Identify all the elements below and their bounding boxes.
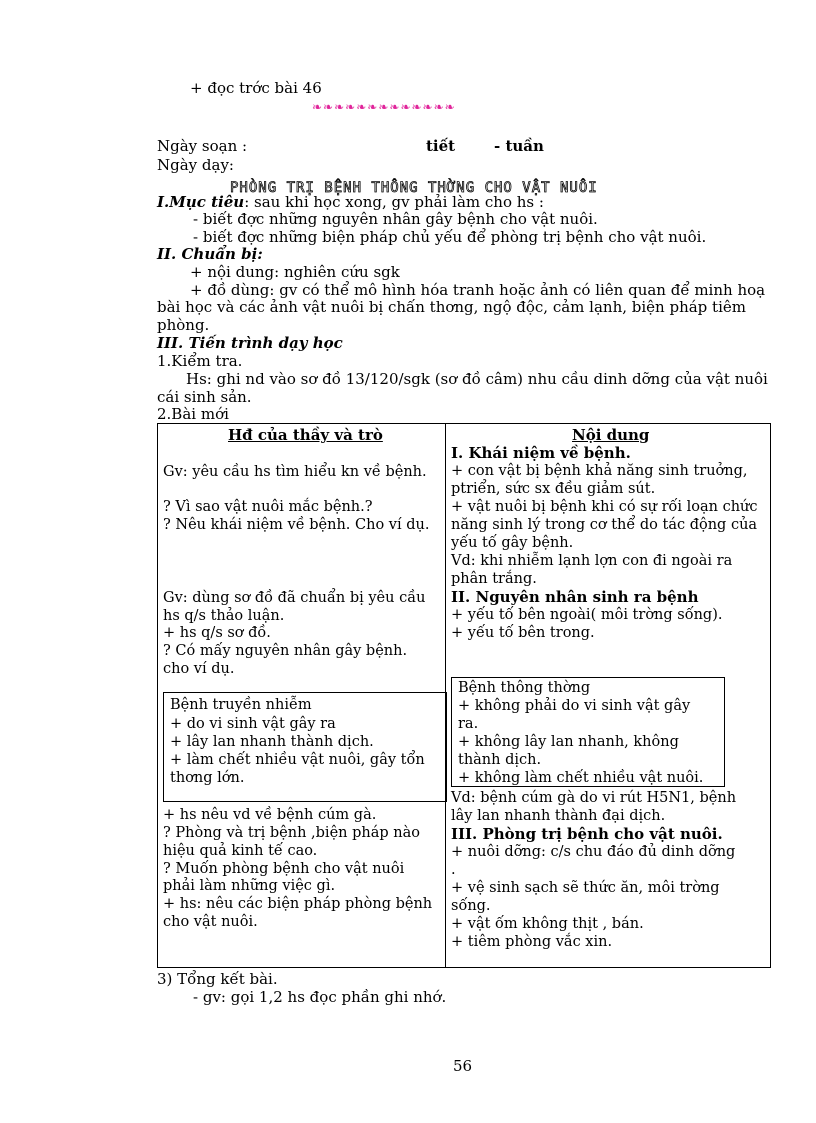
content-line: + vệ sinh sạch sẽ thức ăn, môi trờng xyxy=(451,880,720,896)
teacher-activity-line: Gv: dùng sơ đồ đã chuẩn bị yêu cầu xyxy=(163,590,426,606)
right-column-header: Nội dung xyxy=(572,426,650,444)
content-line: yếu tố gây bệnh. xyxy=(451,535,574,551)
content-line: năng sinh lý trong cơ thể do tác động của xyxy=(451,517,758,533)
teacher-activity-line: + hs nêu vd về bệnh cúm gà. xyxy=(163,807,377,823)
lesson-title: PHÒNG TRỊ BỆNH THÔNG THỜNG CHO VẬT NUÔI xyxy=(230,180,598,196)
teacher-activity-line: Gv: yêu cầu hs tìm hiểu kn về bệnh. xyxy=(163,464,427,480)
page-number: 56 xyxy=(453,1057,473,1075)
teacher-activity-line: ? Có mấy nguyên nhân gây bệnh. xyxy=(163,643,408,659)
objective-item: - biết đợc những biện pháp chủ yếu để phòng trị bệnh cho vật nuôi. xyxy=(193,228,707,246)
content-line: . xyxy=(451,862,456,878)
objectives-heading: I.Mục tiêu xyxy=(157,193,245,211)
teacher-activity-line: cho ví dụ. xyxy=(163,661,235,677)
content-line: sống. xyxy=(451,898,491,914)
teacher-activity-line: phải làm những việc gì. xyxy=(163,878,336,894)
ngay-soan-label: Ngày soạn : xyxy=(157,137,248,155)
section-3-heading: III. Phòng trị bệnh cho vật nuôi. xyxy=(451,825,723,843)
prep-tools-line: + đồ dùng: gv có thể mô hình hóa tranh hoặc ảnh có liên quan để minh hoạ xyxy=(190,281,766,299)
ngay-day-label: Ngày dạy: xyxy=(157,156,234,174)
summary-heading: 3) Tổng kết bài. xyxy=(157,970,278,988)
objective-item: - biết đợc những nguyên nhân gây bệnh cho vật nuôi. xyxy=(193,210,598,228)
teacher-activity-line: + hs q/s sơ đồ. xyxy=(163,625,271,641)
infectious-box-line: + do vi sinh vật gây ra xyxy=(170,716,336,732)
common-box-line: thành dịch. xyxy=(458,752,542,768)
content-line: + vật ốm không thịt , bán. xyxy=(451,916,644,932)
common-box-line: + không lây lan nhanh, không xyxy=(458,734,679,750)
infectious-box-line: thơng lớn. xyxy=(170,770,245,786)
content-line: Vd: bệnh cúm gà do vi rút H5N1, bệnh xyxy=(451,790,737,806)
common-box-line: ra. xyxy=(458,716,479,732)
teacher-activity-line: + hs: nêu các biện pháp phòng bệnh xyxy=(163,896,433,912)
infectious-box-line: + lây lan nhanh thành dịch. xyxy=(170,734,374,750)
teacher-activity-line: hiệu quả kinh tế cao. xyxy=(163,843,318,859)
section-1-heading: I. Khái niệm về bệnh. xyxy=(451,444,631,462)
prep-tools-line: bài học và các ảnh vật nuôi bị chấn thơng, ngộ độc, cảm lạnh, biện pháp tiêm xyxy=(157,298,746,316)
section-2-heading: II. Nguyên nhân sinh ra bệnh xyxy=(451,588,699,606)
teacher-activity-line: ? Muốn phòng bệnh cho vật nuôi xyxy=(163,861,405,877)
infectious-box-line: Bệnh truyền nhiễm xyxy=(170,697,312,713)
tiet-label: tiết xyxy=(426,137,456,155)
teacher-activity-line: ? Nêu khái niệm về bệnh. Cho ví dụ. xyxy=(163,517,430,533)
teacher-activity-line: ? Phòng và trị bệnh ,biện pháp nào xyxy=(163,825,420,841)
content-line: + vật nuôi bị bệnh khi có sự rối loạn chức xyxy=(451,499,758,515)
tuan-label: - tuần xyxy=(494,137,544,155)
process-heading: III. Tiến trình dạy học xyxy=(157,334,343,352)
common-box-line: + không phải do vi sinh vật gây xyxy=(458,698,691,714)
content-line: + yếu tố bên trong. xyxy=(451,625,595,641)
prep-heading: II. Chuẩn bị: xyxy=(157,245,263,263)
ornament-divider: ❧❧❧❧❧❧❧❧❧❧❧❧❧ xyxy=(312,100,456,114)
common-box-line: + không làm chết nhiều vật nuôi. xyxy=(458,770,704,786)
content-line: + con vật bị bệnh khả năng sinh truởng, xyxy=(451,463,748,479)
objectives-intro: : sau khi học xong, gv phải làm cho hs : xyxy=(244,193,544,211)
teacher-activity-line: ? Vì sao vật nuôi mắc bệnh.? xyxy=(163,499,373,515)
content-line: Vd: khi nhiễm lạnh lợn con đi ngoài ra xyxy=(451,553,733,569)
check-label: 1.Kiểm tra. xyxy=(157,352,243,370)
prep-content: + nội dung: nghiên cứu sgk xyxy=(190,263,400,281)
content-line: ptriển, sức sx đều giảm sút. xyxy=(451,481,656,497)
infectious-box-line: + làm chết nhiều vật nuôi, gây tổn xyxy=(170,752,425,768)
objectives-line xyxy=(157,194,544,211)
content-line: + nuôi dỡng: c/s chu đáo đủ dinh dỡng xyxy=(451,844,736,860)
content-line: phân trắng. xyxy=(451,571,537,587)
common-box-line: Bệnh thông thờng xyxy=(458,680,591,696)
teacher-activity-line: hs q/s thảo luận. xyxy=(163,608,285,624)
summary-line: - gv: gọi 1,2 hs đọc phần ghi nhớ. xyxy=(193,988,447,1006)
new-lesson-label: 2.Bài mới xyxy=(157,405,229,423)
content-line: lây lan nhanh thành đại dịch. xyxy=(451,808,666,824)
hs-task-line: Hs: ghi nd vào sơ đồ 13/120/sgk (sơ đồ câm) nhu cầu dinh dỡng của vật nuôi xyxy=(186,370,768,388)
hs-task-line: cái sinh sản. xyxy=(157,388,252,406)
prev-lesson-note: + đọc trớc bài 46 xyxy=(190,79,322,97)
content-line: + yếu tố bên ngoài( môi trờng sống). xyxy=(451,607,723,623)
left-column-header: Hđ của thầy và trò xyxy=(228,426,383,444)
teacher-activity-line: cho vật nuôi. xyxy=(163,914,258,930)
content-line: + tiêm phòng vắc xin. xyxy=(451,934,613,950)
prep-tools-line: phòng. xyxy=(157,316,210,334)
